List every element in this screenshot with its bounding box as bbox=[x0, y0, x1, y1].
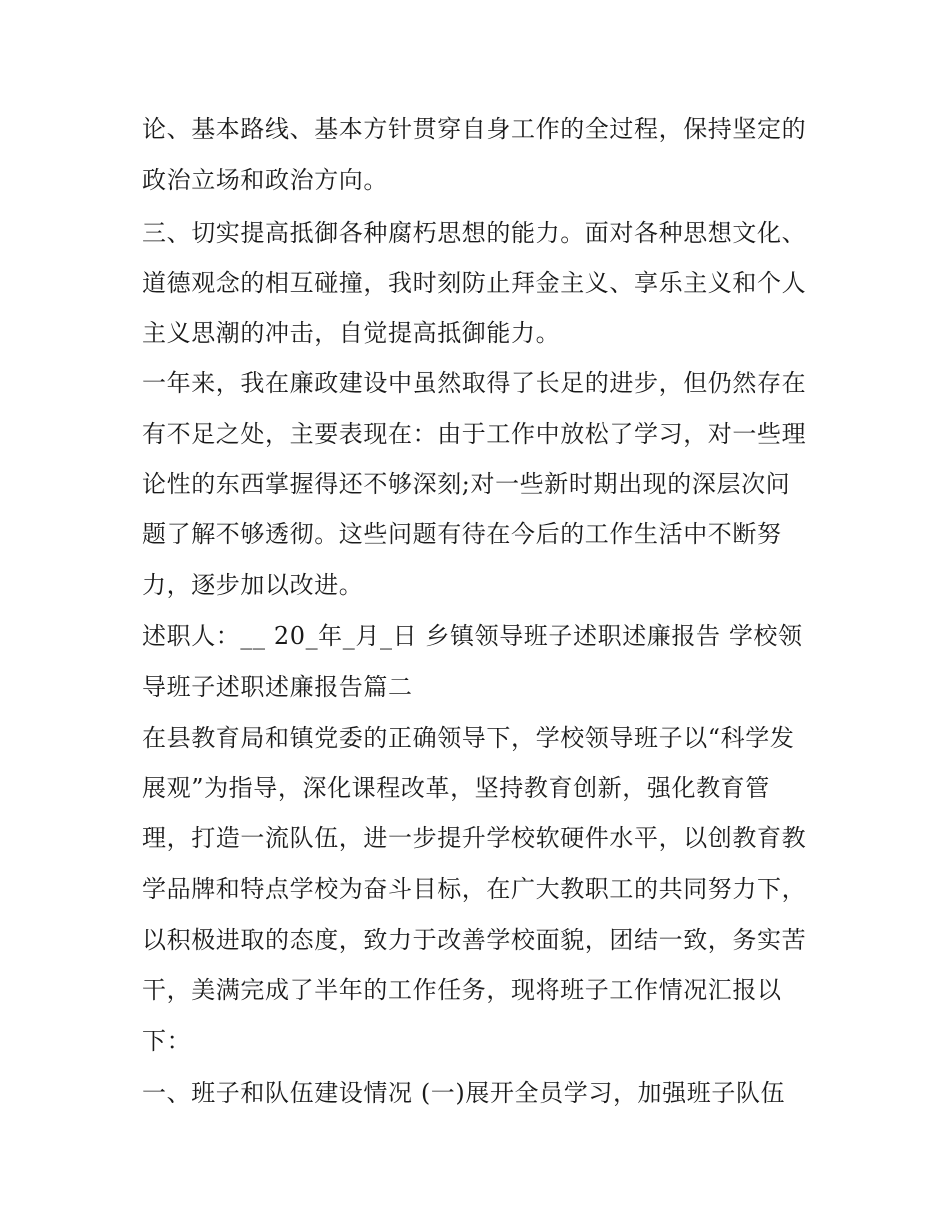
text-line: 题了解不够透彻。这些问题有待在今后的工作生活中不断努 bbox=[142, 520, 782, 548]
text-line: 主义思潮的冲击，自觉提高抵御能力。 bbox=[142, 319, 561, 347]
text-line: 导班子述职述廉报告篇二 bbox=[142, 673, 413, 701]
text-line: 政治立场和政治方向。 bbox=[142, 166, 388, 194]
text-line: 论性的东西掌握得还不够深刻;对一些新时期出现的深层次问 bbox=[142, 470, 791, 498]
text-line: 展观”为指导，深化课程改革，坚持教育创新，强化教育管 bbox=[142, 774, 770, 802]
text-line: 道德观念的相互碰撞，我时刻防止拜金主义、享乐主义和个人 bbox=[142, 269, 807, 297]
text-line: 述职人：__ 20_年_月_日 乡镇领导班子述职述廉报告 学校领 bbox=[142, 622, 803, 650]
text-line: 论、基本路线、基本方针贯穿自身工作的全过程，保持坚定的 bbox=[142, 115, 807, 143]
text-line: 一年来，我在廉政建设中虽然取得了长足的进步，但仍然存在 bbox=[142, 369, 807, 397]
text-line: 学品牌和特点学校为奋斗目标，在广大教职工的共同努力下， bbox=[142, 875, 807, 903]
text-line: 干，美满完成了半年的工作任务，现将班子工作情况汇报以 bbox=[142, 976, 782, 1004]
text-line: 力，逐步加以改进。 bbox=[142, 571, 364, 599]
text-line: 一、班子和队伍建设情况 (一)展开全员学习，加强班子队伍 bbox=[142, 1079, 786, 1107]
text-line: 理，打造一流队伍，进一步提升学校软硬件水平，以创教育教 bbox=[142, 824, 807, 852]
text-line: 有不足之处，主要表现在：由于工作中放松了学习，对一些理 bbox=[142, 420, 807, 448]
text-line: 以积极进取的态度，致力于改善学校面貌，团结一致，务实苦 bbox=[142, 926, 807, 954]
text-line: 三、切实提高抵御各种腐朽思想的能力。面对各种思想文化、 bbox=[142, 219, 807, 247]
text-line: 在县教育局和镇党委的正确领导下，学校领导班子以“科学发 bbox=[142, 724, 795, 752]
text-line: 下： bbox=[142, 1027, 192, 1055]
